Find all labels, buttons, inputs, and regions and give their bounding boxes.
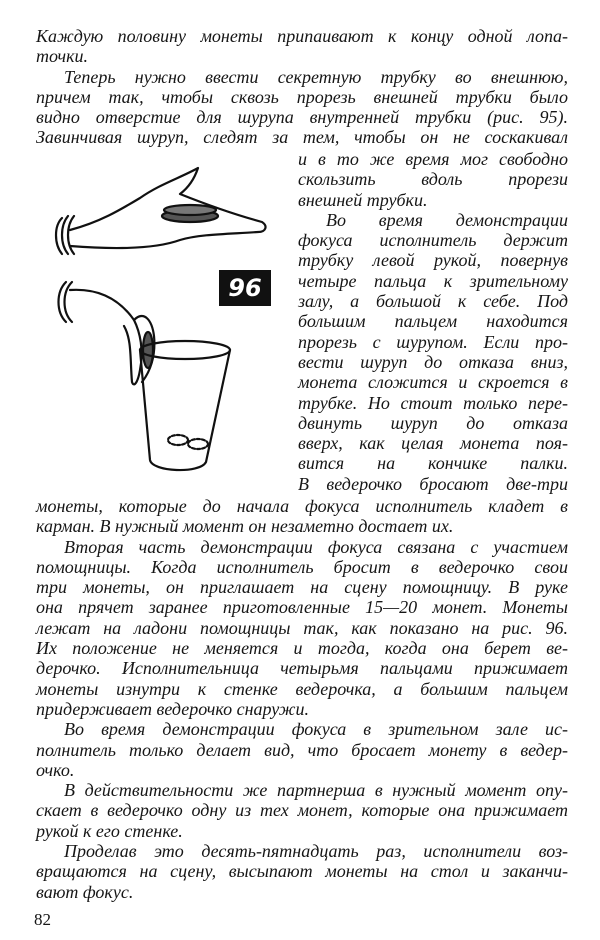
text-line: Каждую половину монеты припаивают к концу одной лопа-	[36, 26, 568, 46]
text-block-top	[36, 26, 568, 148]
text-block-beside-figure	[298, 149, 568, 494]
text-line: скользить вдоль прорези	[298, 169, 568, 190]
text-line: вращаются на сцену, высыпают монеты на стол и заканчи-	[36, 861, 568, 882]
text-line: видно отверстие для шурупа внутренней трубки (рис. 95).	[36, 107, 568, 128]
text-line: залу, а большой к себе. Под	[298, 291, 568, 312]
text-line: вверх, как целая монета поя-	[298, 433, 568, 454]
text-line: В ведерочко бросают две-три	[298, 473, 568, 494]
text-line: очко.	[36, 759, 75, 780]
page-number: 82	[34, 910, 51, 929]
text-line: Их положение не меняется и тогда, когда она берет ве-	[36, 638, 568, 659]
text-line: монета сложится и скроется в	[298, 372, 568, 393]
figure-illustration	[40, 160, 290, 480]
text-line: вести шуруп до отказа вниз,	[298, 351, 568, 372]
text-line: Вторая часть демонстрации фокуса связана с участием	[64, 536, 568, 557]
text-line: вают фокус.	[36, 881, 134, 902]
text-line: Теперь нужно ввести секретную трубку во внешнюю,	[64, 66, 568, 87]
text-line: четыре пальца к зрительному	[298, 270, 568, 291]
text-line: точки.	[36, 46, 89, 67]
text-line: трубке. Но стоит только пере-	[298, 392, 568, 413]
text-line: и в то же время мог свободно	[298, 149, 568, 169]
figure-number-label: 96	[219, 270, 271, 306]
text-line: карман. В нужный момент он незаметно достает их.	[36, 516, 454, 537]
text-line: Во время демонстрации фокуса в зрительном зале ис-	[64, 719, 568, 740]
text-line: Проделав это десять-пятнадцать раз, исполнители воз-	[64, 841, 568, 862]
text-line: придерживает ведерочко снаружи.	[36, 698, 310, 719]
text-line: помощницы. Когда исполнитель бросит в ведерочко свои	[36, 556, 568, 577]
text-line: трубку левой рукой, повернув	[298, 250, 568, 271]
text-line: Во время демонстрации	[326, 209, 568, 230]
text-line: фокуса исполнитель держит	[298, 230, 568, 251]
text-line: Завинчивая шуруп, следят за тем, чтобы он не соскакивал	[36, 127, 568, 148]
text-line: прорезь с шурупом. Если про-	[298, 331, 568, 352]
text-line: скает в ведерочко одну из тех монет, которые она прижимает	[36, 800, 568, 821]
text-line: монеты изнутри к стенке ведерочка, а большим пальцем	[36, 678, 568, 699]
text-line: внешней трубки.	[298, 189, 428, 210]
text-line: В действительности же партнерша в нужный момент опу-	[64, 780, 568, 801]
hand-holding-glass-icon	[59, 282, 231, 470]
open-hand-with-coins-icon	[56, 168, 265, 254]
text-line: двинуть шуруп до отказа	[298, 412, 568, 433]
text-line: причем так, чтобы сквозь прорезь внешней трубки было	[36, 86, 568, 107]
text-line: большим пальцем находится	[298, 311, 568, 332]
text-line: вится на кончике палки.	[298, 453, 568, 474]
text-line: монеты, которые до начала фокуса исполнитель кладет в	[36, 496, 568, 516]
text-line: рукой к его стенке.	[36, 820, 183, 841]
text-line: лежат на ладони помощницы так, как показано на рис. 96.	[36, 617, 568, 638]
text-line: полнитель только делает вид, что бросает монету в ведер-	[36, 739, 568, 760]
text-block-bottom	[36, 496, 568, 902]
text-line: три монеты, он приглашает на сцену помощницу. В руке	[36, 577, 568, 598]
text-line: дерочко. Исполнительница четырьмя пальцами прижимает	[36, 658, 568, 679]
text-line: она прячет заранее приготовленные 15—20 монет. Монеты	[36, 597, 568, 618]
